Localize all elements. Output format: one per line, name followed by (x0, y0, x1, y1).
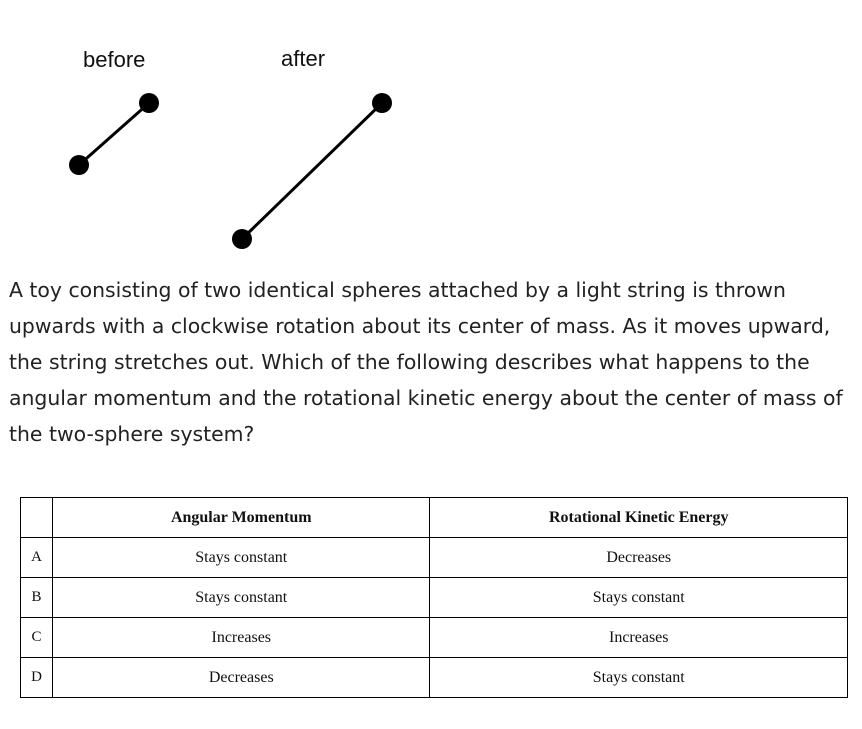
after-toy (232, 93, 392, 249)
header-angular-momentum: Angular Momentum (53, 498, 430, 538)
angular-momentum-cell: Stays constant (53, 538, 430, 578)
choice-letter: D (21, 658, 53, 698)
after-string (242, 103, 382, 239)
after-sphere-lower (232, 229, 252, 249)
before-string (79, 103, 149, 165)
header-letter (21, 498, 53, 538)
before-label: before (83, 47, 146, 72)
rotational-ke-cell: Decreases (430, 538, 848, 578)
rotational-ke-cell: Stays constant (430, 658, 848, 698)
after-label: after (281, 46, 326, 71)
angular-momentum-cell: Increases (53, 618, 430, 658)
table-row (21, 538, 848, 578)
spheres-diagram (0, 0, 862, 262)
toy-figure (0, 0, 862, 262)
rotational-ke-cell: Increases (430, 618, 848, 658)
table-row (21, 578, 848, 618)
after-sphere-upper (372, 93, 392, 113)
before-sphere-upper (139, 93, 159, 113)
table-header-row (21, 498, 848, 538)
choice-letter: A (21, 538, 53, 578)
angular-momentum-cell: Decreases (53, 658, 430, 698)
angular-momentum-cell: Stays constant (53, 578, 430, 618)
choice-letter: B (21, 578, 53, 618)
choice-letter: C (21, 618, 53, 658)
table-row (21, 618, 848, 658)
table-row (21, 658, 848, 698)
answer-table (20, 497, 848, 698)
question-text: A toy consisting of two identical spheres attached by a light string is thrown upwards with a clockwise rotation about its center of mass. As it moves upward, the string stretches out. Which of the following describes what happens to the angular momentum and the rotational kinetic energy about the center of mass of the two-sphere system? (9, 278, 843, 446)
header-rotational-ke: Rotational Kinetic Energy (430, 498, 848, 538)
before-sphere-lower (69, 155, 89, 175)
rotational-ke-cell: Stays constant (430, 578, 848, 618)
before-toy (69, 93, 159, 175)
